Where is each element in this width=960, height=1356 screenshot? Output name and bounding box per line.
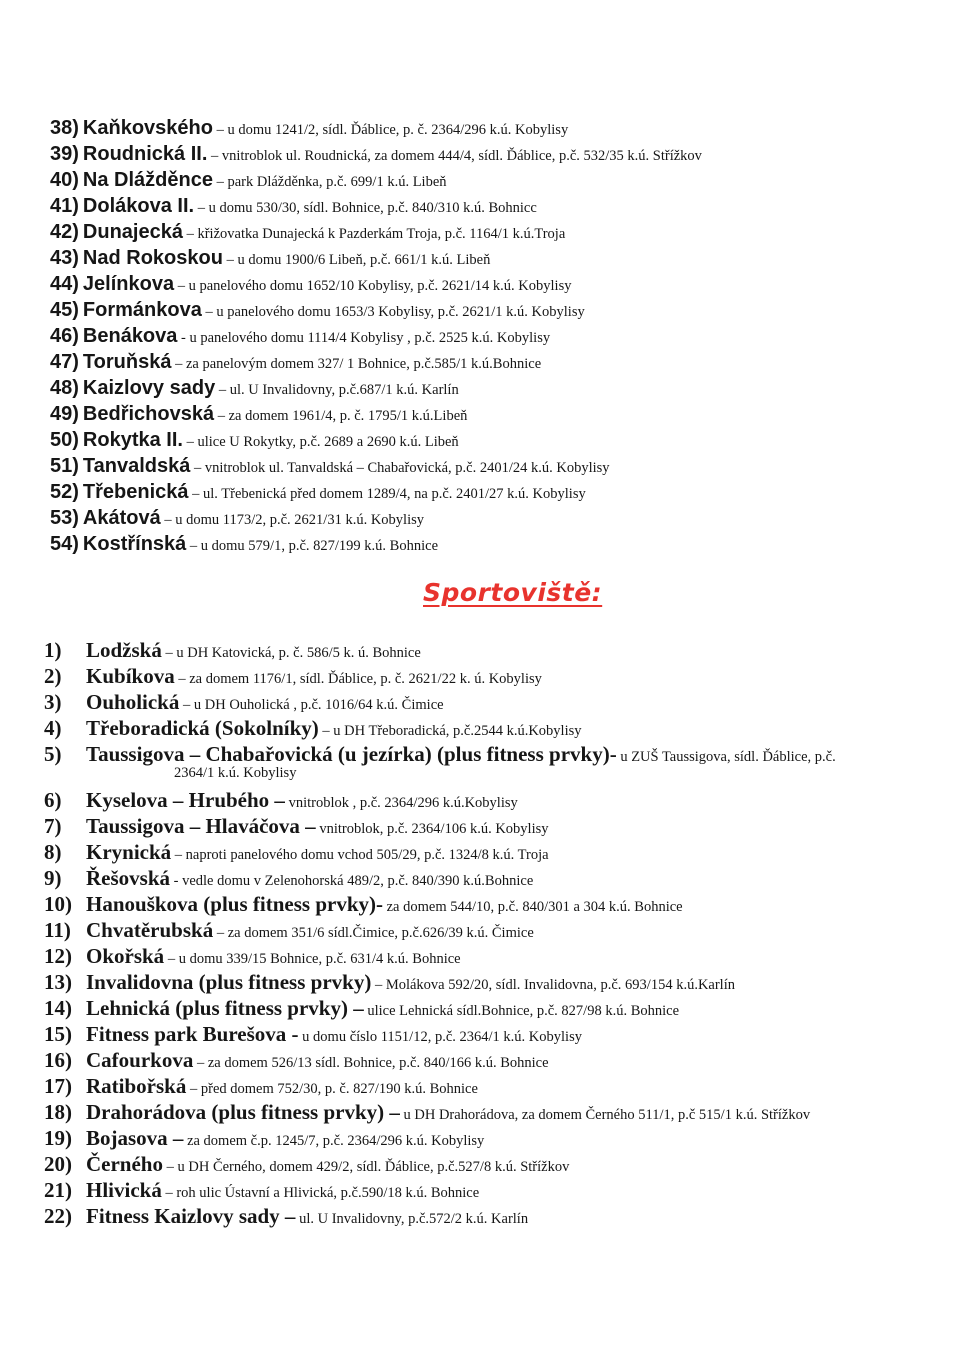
list-item [50,508,424,528]
list-item [44,998,944,1022]
item-name: Drahorádova (plus fitness prvky) – [86,1100,400,1124]
item-number: 14) [44,996,72,1020]
item-description: – ul. U Invalidovny, p.č.687/1 k.ú. Karlín [215,382,459,398]
item-description: – park Dlážděnka, p.č. 699/1 k.ú. Libeň [212,174,447,190]
item-text [86,894,683,915]
item-name: Taussigova – Hlaváčova – [86,814,316,838]
item-description: – u DH Ouholická , p.č. 1016/64 k.ú. Čimice [179,697,444,713]
item-text [86,1076,478,1097]
item-description: ul. U Invalidovny, p.č.572/2 k.ú. Karlín [295,1211,529,1227]
item-number: 8) [44,840,62,864]
item-name: Formánkova [82,299,202,321]
item-number: 53) [50,507,79,529]
item-text [86,1206,528,1227]
list-item [44,1180,944,1204]
item-number: 4) [44,716,62,740]
item-text [86,998,679,1019]
item-text [86,744,836,765]
item-number: 50) [50,429,79,451]
list-item [44,894,944,918]
item-number: 44) [50,273,79,295]
item-text [86,666,542,687]
item-description: – vnitroblok ul. Roudnická, za domem 444/4, sídl. Ďáblice, p.č. 532/35 k.ú. Střížkov [207,148,702,164]
item-number: 7) [44,814,62,838]
item-description: za domem č.p. 1245/7, p.č. 2364/296 k.ú. Kobylisy [183,1133,485,1149]
item-text [86,1102,810,1123]
list-item [50,196,537,216]
item-number: 51) [50,455,79,477]
item-text [86,816,549,837]
item-description: – Molákova 592/20, sídl. Invalidovna, p.č. 693/154 k.ú.Karlín [371,977,735,993]
item-number: 46) [50,325,79,347]
list-item [50,534,438,554]
item-number: 20) [44,1152,72,1176]
item-description: – u DH Třeboradická, p.č.2544 k.ú.Kobylisy [318,723,582,739]
item-text [86,692,444,713]
item-text [86,946,461,967]
list-item [44,790,944,814]
item-number: 16) [44,1048,72,1072]
item-description: – před domem 752/30, p. č. 827/190 k.ú. Bohnice [186,1081,478,1097]
item-description: u DH Drahorádova, za domem Černého 511/1, p.č 515/1 k.ú. Střížkov [399,1107,811,1123]
item-name: Fitness park Burešova - [86,1022,299,1046]
list-item [50,144,702,164]
item-name: Dolákova II. [82,195,195,217]
item-number: 2) [44,664,62,688]
item-name: Dunajecká [82,221,183,243]
list-item [50,326,550,346]
item-description: – u domu 1900/6 Libeň, p.č. 661/1 k.ú. Libeň [222,252,491,268]
item-number: 11) [44,918,71,942]
item-number: 52) [50,481,79,503]
list-item [50,274,571,294]
item-text [86,842,549,863]
item-description: – u panelového domu 1653/3 Kobylisy, p.č. 2621/1 k.ú. Kobylisy [201,304,585,320]
list-item [50,404,467,424]
item-name: Jelínkova [82,273,175,295]
item-description: vnitroblok , p.č. 2364/296 k.ú.Kobylisy [284,795,518,811]
item-name: Rokytka II. [82,429,183,451]
list-item [44,1128,944,1152]
item-name: Ouholická [86,690,180,714]
item-text [86,718,582,739]
list-item [44,816,944,840]
list-item [44,1154,944,1178]
item-number: 9) [44,866,62,890]
item-name: Řešovská [86,866,171,890]
item-name: Na Dlážděnce [82,169,213,191]
item-text [86,1154,569,1175]
list-item [50,222,565,242]
item-description: – ul. Třebenická před domem 1289/4, na p.č. 2401/27 k.ú. Kobylisy [188,486,586,502]
item-name: Roudnická II. [82,143,208,165]
item-number: 42) [50,221,79,243]
item-description-continued: 2364/1 k.ú. Kobylisy [174,765,297,781]
list-item [50,118,568,138]
item-name: Akátová [82,507,161,529]
item-name: Nad Rokoskou [82,247,223,269]
item-number: 18) [44,1100,72,1124]
item-description: – u DH Černého, domem 429/2, sídl. Ďáblice, p.č.527/8 k.ú. Střížkov [163,1159,570,1175]
item-name: Černého [86,1152,163,1176]
item-description: vnitroblok, p.č. 2364/106 k.ú. Kobylisy [315,821,549,837]
item-description: – za domem 1961/4, p. č. 1795/1 k.ú.Libeň [214,408,468,424]
item-description: – u domu 1241/2, sídl. Ďáblice, p. č. 2364/296 k.ú. Kobylisy [212,122,569,138]
item-description: – u panelového domu 1652/10 Kobylisy, p.č. 2621/14 k.ú. Kobylisy [174,278,572,294]
list-item [50,378,459,398]
item-text [86,1050,549,1071]
list-item [50,352,541,372]
item-name: Třebenická [82,481,189,503]
item-name: Kaizlovy sady [82,377,216,399]
item-name: Benákova [82,325,178,347]
list-item [44,1050,944,1074]
item-number: 17) [44,1074,72,1098]
item-number: 48) [50,377,79,399]
item-number: 40) [50,169,79,191]
item-number: 15) [44,1022,72,1046]
list-item [50,248,490,268]
item-description: – křižovatka Dunajecká k Pazderkám Troja, p.č. 1164/1 k.ú.Troja [182,226,566,242]
list-item [44,1024,944,1048]
item-name: Kostřínská [82,533,187,555]
item-number: 1) [44,638,62,662]
list-item [44,718,944,742]
item-name: Třeboradická (Sokolníky) [86,716,319,740]
item-name: Kubíkova [86,664,175,688]
list-item [44,640,944,664]
list-item [44,742,944,781]
item-name: Hanouškova (plus fitness prvky)- [86,892,383,916]
item-description: – vnitroblok ul. Tanvaldská – Chabařovická, p.č. 2401/24 k.ú. Kobylisy [190,460,610,476]
item-description: – u domu 339/15 Bohnice, p.č. 631/4 k.ú. Bohnice [164,951,461,967]
item-description: u domu číslo 1151/12, p.č. 2364/1 k.ú. Kobylisy [298,1029,582,1045]
list-item [44,972,944,996]
item-description: – naproti panelového domu vchod 505/29, p.č. 1324/8 k.ú. Troja [171,847,549,863]
item-name: Cafourkova [86,1048,194,1072]
list-item [44,1076,944,1100]
item-name: Tanvaldská [82,455,191,477]
list-item [44,842,944,866]
item-number: 19) [44,1126,72,1150]
list-item [44,692,944,716]
item-name: Toruňská [82,351,172,373]
item-name: Fitness Kaizlovy sady – [86,1204,296,1228]
item-number: 13) [44,970,72,994]
list-item [44,920,944,944]
item-number: 3) [44,690,62,714]
item-name: Invalidovna (plus fitness prvky) [86,970,372,994]
item-name: Lehnická (plus fitness prvky) – [86,996,364,1020]
item-name: Okořská [86,944,165,968]
item-description: – za panelovým domem 327/ 1 Bohnice, p.č.585/1 k.ú.Bohnice [171,356,542,372]
item-description: – ulice U Rokytky, p.č. 2689 a 2690 k.ú. Libeň [182,434,459,450]
item-text [86,1024,582,1045]
item-text [86,640,421,661]
item-text [86,920,534,941]
item-description: – u domu 530/30, sídl. Bohnice, p.č. 840/310 k.ú. Bohnicc [194,200,537,216]
list-item [44,868,944,892]
list-item [50,456,610,476]
item-name: Chvatěrubská [86,918,214,942]
list-item [44,946,944,970]
item-number: 45) [50,299,79,321]
item-number: 22) [44,1204,72,1228]
item-number: 41) [50,195,79,217]
item-text [86,1180,479,1201]
list-item [44,1206,944,1230]
section-title: Sportoviště: [423,578,603,607]
item-name: Krynická [86,840,172,864]
item-description: - u panelového domu 1114/4 Kobylisy , p.č. 2525 k.ú. Kobylisy [177,330,551,346]
item-text [86,1128,484,1149]
item-name: Taussigova – Chabařovická (u jezírka) (plus fitness prvky)- [86,742,617,766]
item-description: – u domu 579/1, p.č. 827/199 k.ú. Bohnice [186,538,438,554]
item-name: Lodžská [86,638,162,662]
item-number: 6) [44,788,62,812]
item-description: – za domem 351/6 sídl.Čimice, p.č.626/39 k.ú. Čimice [213,925,534,941]
item-description: - vedle domu v Zelenohorská 489/2, p.č. 840/390 k.ú.Bohnice [170,873,534,889]
item-number: 5) [44,742,62,766]
item-number: 21) [44,1178,72,1202]
item-name: Ratibořská [86,1074,187,1098]
item-description: – za domem 526/13 sídl. Bohnice, p.č. 840/166 k.ú. Bohnice [193,1055,549,1071]
item-description: ulice Lehnická sídl.Bohnice, p.č. 827/98 k.ú. Bohnice [363,1003,680,1019]
item-number: 38) [50,117,79,139]
item-number: 12) [44,944,72,968]
list-item [50,482,586,502]
item-name: Bedřichovská [82,403,215,425]
list-item [44,666,944,690]
item-text [86,790,518,811]
list-item [44,1102,944,1126]
item-description: – u DH Katovická, p. č. 586/5 k. ú. Bohnice [161,645,421,661]
item-text [86,972,735,993]
item-number: 54) [50,533,79,555]
item-number: 43) [50,247,79,269]
item-description: – u domu 1173/2, p.č. 2621/31 k.ú. Kobylisy [160,512,424,528]
item-description: – roh ulic Ústavní a Hlivická, p.č.590/18 k.ú. Bohnice [161,1185,480,1201]
list-item [50,170,447,190]
item-name: Kaňkovského [82,117,213,139]
item-description: u ZUŠ Taussigova, sídl. Ďáblice, p.č. [616,749,836,765]
item-name: Kyselova – Hrubého – [86,788,285,812]
item-number: 47) [50,351,79,373]
item-number: 39) [50,143,79,165]
item-description: za domem 544/10, p.č. 840/301 a 304 k.ú. Bohnice [382,899,683,915]
item-number: 10) [44,892,72,916]
list-item [50,430,459,450]
item-number: 49) [50,403,79,425]
item-text [86,868,533,889]
item-name: Bojasova – [86,1126,184,1150]
item-name: Hlivická [86,1178,162,1202]
list-item [50,300,585,320]
item-description: – za domem 1176/1, sídl. Ďáblice, p. č. 2621/22 k. ú. Kobylisy [174,671,542,687]
